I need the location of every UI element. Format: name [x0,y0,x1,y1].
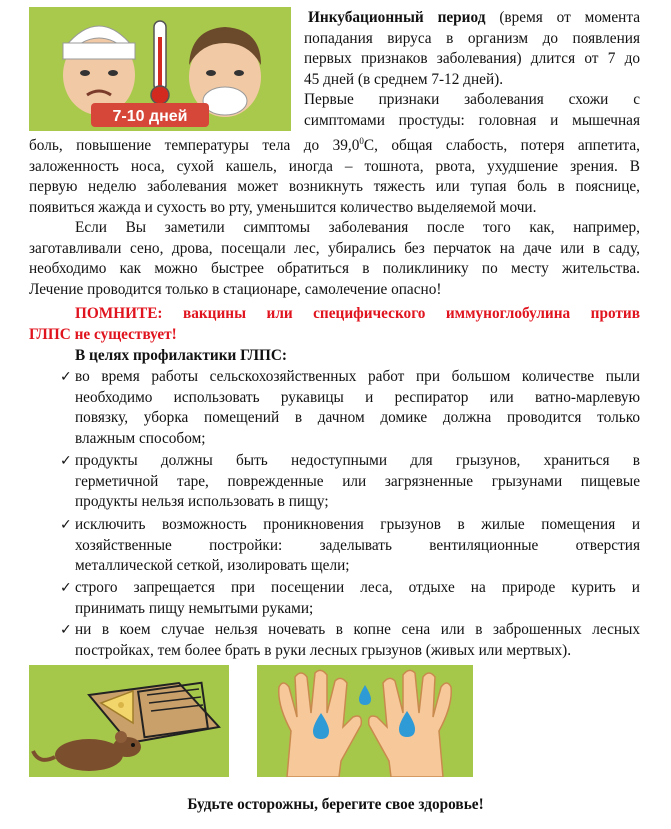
intro-text: (время от момента [499,9,640,26]
intro-line-4: 45 дней (в среднем 7-12 дней). [304,70,504,88]
prevention-item-5-line-2: постройках, тем более брать в руки лесных грызунов (живых или мертвых). [75,641,572,659]
prevention-heading-text: В целях профилактики ГЛПС: [75,347,288,364]
symptoms-line-2: симптомами простуды: головная и мышечная [304,111,640,129]
prevention-item-4 [75,578,640,619]
symptoms-line-6: появиться жажда и сухость во рту, уменьшится количество выделяемой мочи. [29,198,537,216]
symptoms-text-b: С, общая слабость, потеря аппетита, [363,137,640,155]
duration-badge-text: 7-10 дней [112,108,188,125]
illustration-washing-hands [257,665,473,777]
warning-line-1: ПОМНИТЕ: вакцины или специфического иммуноглобулина против [75,305,640,322]
prevention-item-3 [75,515,640,577]
check-icon: ✓ [60,517,72,533]
prevention-item-5 [75,620,640,661]
sick-people-drawing [29,7,291,131]
warning-line-2: ГЛПС не существует! [29,325,177,343]
intro-line-2: попадания вируса в организм до появления [304,29,640,47]
advice-line-2: заготавливали сено, дрова, посещали лес, убирались без перчаток на даче или в саду, [29,239,640,257]
check-icon: ✓ [60,453,72,469]
degree-sup: 0 [359,136,364,146]
prevention-item-2-line-2: герметичной таре, поврежденные или загрязненные грызунами пищевые [75,472,640,490]
prevention-item-3-line-1: исключить возможность проникновения грызунов в жилые помещения и [75,516,640,533]
prevention-item-4-line-2: принимать пищу немытыми руками; [75,599,314,617]
symptoms-line-1: Первые признаки заболевания схожи с [304,91,640,108]
check-icon: ✓ [60,622,72,638]
illustration-sick-people [29,7,291,131]
warning-block [29,304,640,345]
prevention-item-2 [75,451,640,513]
advice-line-1: Если Вы заметили симптомы заболевания после того как, например, [75,219,640,236]
incubation-title: Инкубационный период [308,9,486,26]
symptoms-line-3 [29,131,640,157]
footer-text: Будьте осторожны, берегите свое здоровье! [187,796,484,813]
prevention-item-1-line-2: необходимо использовать рукавицы и респиратор или ватно-марлевую [75,388,640,406]
advice-line-3: необходимо как можно быстрее обратиться в поликлинику по месту жительства. [29,260,640,277]
symptoms-line-5: первую неделю заболевания может возникнуть тяжесть или тупая боль в пояснице, [29,178,640,196]
prevention-item-5-line-1: ни в коем случае нельзя ночевать в копне сена или в заброшенных лесных [75,621,640,638]
symptoms-line-4: заложенность носа, сухой кашель, иногда – тошнота, рвота, ухудшение зрения. В [29,157,640,175]
washing-hands-drawing [257,665,473,777]
prevention-item-4-line-1: строго запрещается при посещении леса, отдыхе на природе курить и [75,579,640,596]
illustration-mouse-trap [29,665,229,777]
prevention-item-2-line-3: продукты нельзя использовать в пищу; [75,493,329,510]
advice-block [29,218,640,300]
intro-line-3: первых признаков заболевания) длится от 7 до [304,50,640,67]
prevention-item-1 [75,367,640,449]
prevention-item-1-line-4: влажным способом; [75,429,206,447]
intro-block [304,8,640,131]
check-icon: ✓ [60,580,72,596]
prevention-item-3-line-2: хозяйственные постройки: заделывать вентиляционные отверстия [75,536,640,554]
symptoms-text-a: боль, повышение температуры тела до 39,0 [29,137,360,155]
prevention-item-3-line-3: металлической сеткой, изолировать щели; [75,557,350,574]
symptoms-block [29,131,640,218]
check-icon: ✓ [60,369,72,385]
mouse-trap-drawing [29,665,229,777]
prevention-item-2-line-1: продукты должны быть недоступными для грызунов, храниться в [75,452,640,469]
prevention-item-1-line-1: во время работы сельскохозяйственных работ при большом количестве пыли [75,368,640,385]
advice-line-4: Лечение проводится только в стационаре, самолечение опасно! [29,280,442,298]
intro-line-1 [304,8,640,29]
prevention-heading [75,346,287,367]
prevention-item-1-line-3: повязку, уборка помещений в дачном домике должна проводится только [75,409,640,426]
footer-note [0,795,671,815]
